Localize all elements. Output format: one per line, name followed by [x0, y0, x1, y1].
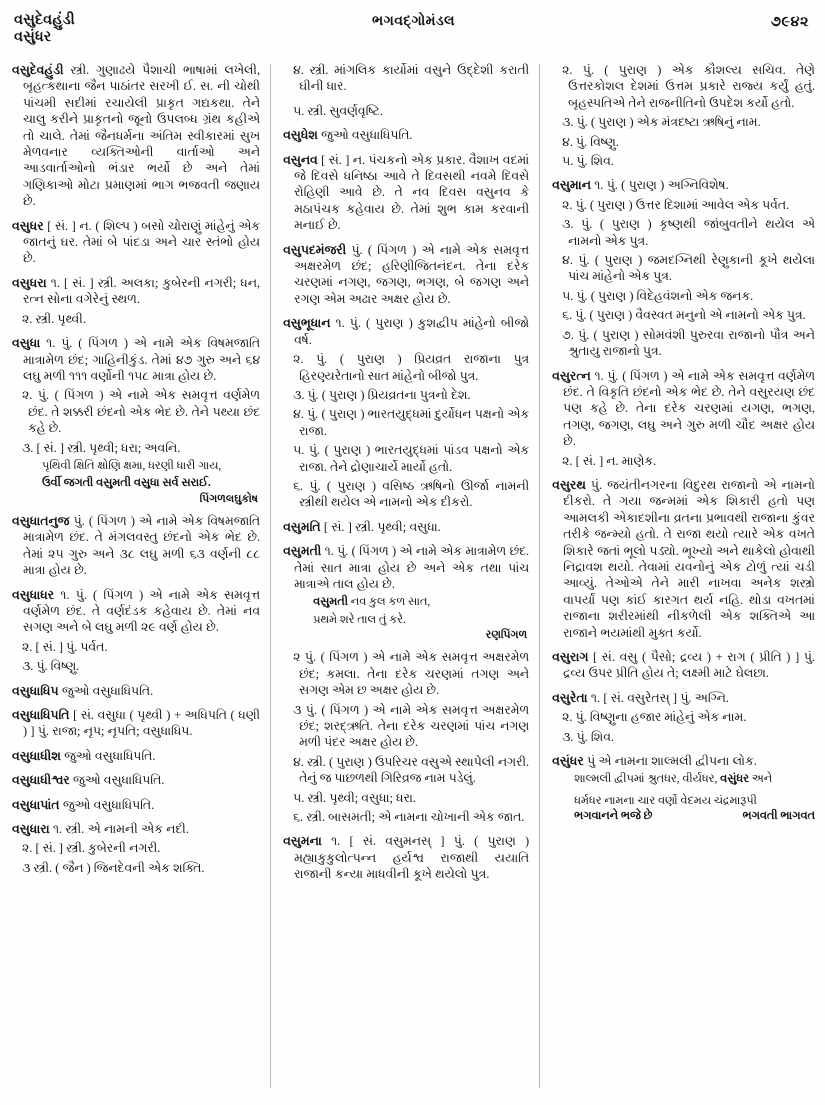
- definition-text: પું એ નામના શાલ્મલી દ્વીપના લોક.: [583, 754, 757, 769]
- page-number: ૭૯૪૨: [770, 14, 809, 30]
- sense-item: ૭. પું. ( પુરાણ ) સોમવંશી પુરુરવા રાજાનો પૌત્ર અને શ્રુતાયુ રાજાનો પુત્ર.: [562, 327, 815, 359]
- sense-item: ૨. [ સં. ] ન. માણેક.: [562, 453, 657, 468]
- headword: વસુધાધર: [12, 587, 55, 602]
- sense-item: ૨. સ્ત્રી. પૃથ્વી.: [22, 311, 86, 326]
- sense-item: ૪. સ્ત્રી. માંગલિક કાર્યોમાં વસુને ઉદ્દેશી કરાતી ઘીની ધાર.: [293, 63, 530, 94]
- verse-line: પ્રથમે શરે તાલ તું કરે.: [313, 613, 406, 626]
- sense-item: ૪. સ્ત્રી. ( પુરાણ ) ઉપરિચર વસુએ સ્થાપેલી નગરી. તેનું જ પાછળથી ગિરિવ્રજ નામ પડેલું.: [293, 754, 530, 786]
- sense-item: ૬. સ્ત્રી. બાસમતી; એ નામના ચોખાની એક જાત.: [293, 810, 525, 825]
- quotation-source-row: [552, 810, 815, 823]
- cross-reference: જુઓ વસુધાધિપતિ.: [60, 748, 156, 763]
- verse-attribution: રણપિંગળ: [485, 629, 528, 642]
- verse-line: [283, 595, 529, 611]
- definition-text: ૧. સ્ત્રી. એ નામની એક નદી.: [49, 822, 189, 837]
- sense-item: ૨. [ સં. ] પું. પર્વત.: [22, 639, 108, 654]
- sense-item: ૨ પું. ( પિંગળ ) એ નામે એક સમવૃત્ત અક્ષરમેળ છંદ; કમલા. તેના દરેક ચરણમાં તગણ અને સગણ એમ છ અક્ષર હોય છે.: [293, 650, 530, 698]
- dictionary-entry: [12, 587, 260, 636]
- columns-container: [12, 62, 815, 1098]
- definition-text: [ સં. વસુધા ( પૃથ્વી ) + અધિપતિ ( ધણી ) ] પું. રાજા; નૃપ; નૃપતિ; વસુધાધિપ.: [23, 708, 261, 739]
- column-2: [271, 62, 539, 1098]
- definition-text: ૧. [ સં. ] સ્ત્રી. અલકા; કુબેરની નગરી; ધન, રત્ન સોના વગેરેનું સ્થળ.: [23, 275, 261, 307]
- definition-text: ૧. પું. ( પુરાણ ) અગ્નિવિશેષ.: [590, 178, 729, 193]
- sense-item: ૩. [ સં. ] સ્ત્રી. પૃથ્વી; ધરા; અવનિ.: [22, 440, 181, 455]
- definition-text: [ સં. ] ન. ( શિલ્પ ) બસો ચોરાણું માંહેનું એક જાતનું ઘર. તેમાં બે પાંદડા અને ચાર સ્તંભો હોય છે.: [23, 218, 261, 266]
- sense-item: ૨. પું. ( પુરાણ ) એક કૌશલ્ય સચિવ. તેણે ઉત્તરકોશલ દેશમાં ઉત્તમ પ્રકારે રાજ્ય કર્યું હતું. બૃહસ્પતિએ તેને રાજનીતિનો ઉપદેશ કર્યો હતો.: [562, 63, 815, 110]
- verse-text: પૃથિવી ક્ષિતિ ક્ષોણિ ક્ષમા, ધરણી ધારી ગાય,: [42, 459, 222, 472]
- dictionary-entry: [12, 707, 260, 740]
- headword: વસુધાપાંત: [12, 797, 60, 812]
- headword: વસુમતી: [283, 544, 322, 559]
- column-3: [540, 62, 815, 1098]
- headword: વસુદેવહુંડી: [12, 63, 64, 77]
- quote-part: શાલ્મલી દ્વીપમાં શ્રુતધર, વીર્યધર,: [574, 773, 721, 786]
- dictionary-entry: [552, 753, 815, 769]
- dictionary-entry: [12, 218, 260, 267]
- dictionary-entry: [283, 315, 529, 348]
- verse-keyword: વસુધા સર્વ સરાઈ.: [133, 477, 211, 490]
- dictionary-entry: [12, 62, 260, 210]
- headword: વસુપદમંજરી: [283, 242, 347, 257]
- headword: વસુરાગ: [552, 650, 589, 664]
- dictionary-entry: [283, 242, 529, 308]
- definition-text: ૧. પું. ( પિંગળ ) એ નામે એક માત્રામેળ છંદ. તેમાં સાત માત્રા હોય છે અને એક તથા પાંચ માત્રાએ તાલ હોય છે.: [294, 544, 530, 591]
- headword: વસુધેશ: [283, 128, 318, 143]
- definition-text: સ્ત્રી. ગુણાઢયે પૈશાચી ભાષામાં લખેલી, બૃહત્કથાના જૈન પાઠાંતર સરખી ઈ. સ. ની ચોથી પાંચમી સદીમાં રચાયેલી પ્રાકૃત ગદ્યકથા. તેને ચાલુ કરીને પ્રાકૃતનો જૂનો ઉપલબ્ધ ગ્રંથ કહીએ તો ચાલે. તેમાં જૈનધર્મના અંતિમ સ્વીકારમાં સુખ મેળવનાર વ્યક્તિઓની વાર્તાઓ અને આડવાર્તાઓનો ભંડાર ભર્યો છે અને તેમાં ગણિકાઓ મોટા પ્રમાણમાં ભાગ ભજવતી જણાય છે.: [23, 63, 261, 209]
- sense-item: ૪. પું. ( પુરાણ ) ભારતયુદ્ધમાં દુર્યોધન પક્ષનો એક રાજા.: [293, 407, 530, 438]
- verse-text: નવ કુલ કળ સાત,: [347, 596, 431, 609]
- definition-text: ૧. પું. ( પિંગળ ) એ નામે એક વિષમજાતિ માત્રામેળ છંદ; ગાહિનીકુંડ. તેમાં ૪૭ ગુરુ અને ૬૪ લઘુ મળી ૧૧૧ વર્ણોની ૧૫૮ માત્રા હોય છે.: [23, 336, 261, 383]
- definition-text: [ સં. વસુ ( પૈસો; દ્રવ્ય ) + રાગ ( પ્રીતિ ) ] પું. દ્રવ્ય ઉપર પ્રીતિ હોય તે; લક્ષ્મી માટે ઘેલછા.: [563, 650, 815, 681]
- headword: વસુરથ: [552, 477, 586, 492]
- sense-item: ૩. પું. વિષ્ણુ.: [22, 659, 80, 674]
- quote-keyword: વસુંધર: [720, 773, 749, 786]
- definition-text: પું. જયંતીનગરના વિદુરથ રાજાનો એ નામનો દીકરો. તે ગયા જન્મમાં એક શિકારી હતો પણ આમલકી એકાદશીના વ્રતના પ્રભાવથી રાજાના કુંવર તરીકે જન્મ્યો હતો. તે રાજા થયો ત્યારે એક વખતે શિકારે જતાં ભૂલો પડ્યો. ભૂખ્યો અને થાકેલો હોવાથી નિદ્રાવશ થયો. તેવામાં યવનોનું એક ટોળું ત્યાં ચડી આવ્યું. તેઓએ તેને મારી નાખવા અનેક શસ્ત્રો વાપર્યાં પણ કાંઈ કારગત થર્ય નહિ. થોડા વખતમાં રાજાના શરીરમાંથી નીકળેલી એક શક્તિએ આ રાજાને ભયમાંથી મુક્ત કર્યો.: [563, 477, 815, 640]
- verse-keyword: વસુમતી: [313, 596, 348, 609]
- sense-item: ૩. પું. ( પુરાણ ) કૃષ્ણથી જાંબુવતીને થયેલ એ નામનો એક પુત્ર.: [562, 217, 815, 248]
- headword: વસુમાન: [552, 178, 591, 193]
- dictionary-entry: [12, 772, 260, 788]
- definition-text: ૧. પું. ( પિંગળ ) એ નામે એક સમવૃત્ત વર્ણમેળ છંદ. તે વર્ણદંડક કહેવાય છે. તેમાં નવ સગણ અને બે લઘુ મળી ૨૯ વર્ણ હોય છે.: [23, 587, 261, 635]
- definition-text: ૧. પું. ( પુરાણ ) કુશદ્વીપ માંહેનો બીજો વર્ષ.: [294, 316, 530, 347]
- running-head-left-line2: વસુંધર: [14, 29, 52, 45]
- sense-item: ૬. પું. ( પુરાણ ) વસિષ્ઠ ઋષિનો ઊર્જા નામની સ્ત્રીથી થયેલ એ નામનો એક દીકરો.: [293, 478, 530, 510]
- sense-item: ૩. પું. શિવ.: [562, 729, 615, 744]
- sense-item: ૬. પું. ( પુરાણ ) વૈવસ્વત મનુનો એ નામનો એક પુત્ર.: [562, 308, 806, 323]
- dictionary-entry: [283, 543, 529, 592]
- dictionary-entry: [552, 690, 815, 706]
- sense-item: ૫. પું. શિવ.: [562, 154, 614, 169]
- sense-item: ૩. પું. ( પુરાણ ) પ્રિયવ્રતના પુત્રનો દેશ.: [293, 387, 471, 402]
- column-1: [12, 62, 270, 1098]
- sense-item: ૨. [ સં. ] સ્ત્રી. કુબેરની નગરી.: [22, 841, 161, 856]
- headword: વસુમતિ: [283, 519, 321, 534]
- sense-item: ૨. પું. ( પુરાણ ) પ્રિયવ્રત રાજાના પુત્ર હિરણ્યરેતાનો સાત માંહેનો બીજો પુત્ર.: [293, 352, 530, 383]
- sense-item: ૫. પું. ( પુરાણ ) વિદેહવંશનો એક જનક.: [562, 288, 754, 303]
- cross-reference: જુઓ વસુધાધિપતિ.: [59, 797, 155, 812]
- dictionary-entry: [12, 335, 260, 384]
- running-head-title: ભગવદ્ગોમંડલ: [371, 14, 456, 29]
- sense-item: ૫. સ્ત્રી. પૃથ્વી; વસુધા; ધરા.: [293, 790, 417, 805]
- sense-item: ૪. પું. વિષ્ણુ.: [562, 134, 619, 149]
- headword: વસુંધર: [552, 754, 584, 769]
- verse-line: [12, 459, 260, 475]
- dictionary-entry: [283, 519, 529, 535]
- headword: વસુધા: [12, 336, 41, 351]
- headword: વસુરેતા: [552, 690, 588, 705]
- headword: વસુધરા: [12, 275, 47, 290]
- headword: વસુધાધીશ: [12, 748, 61, 763]
- dictionary-entry: [552, 477, 815, 641]
- dictionary-entry: [283, 833, 529, 882]
- sense-item: ૪. પું. ( પુરાણ ) જમદગ્નિથી રેણુકાની કૂખે થયેલા પાંચ માંહેનો એક પુત્ર.: [562, 253, 815, 284]
- sense-item: ૨. પું. ( પુરાણ ) ઉત્તર દિશામાં આવેલ એક પર્વત.: [562, 197, 790, 212]
- dictionary-entry: [12, 821, 260, 837]
- definition-text: [ સં. ] ન. પંચકનો એક પ્રકાર. વૈશાખ વદમાં જે દિવસે ધનિષ્ઠા આવે તે દિવસથી નવમે દિવસે રોહિણી આવે છે. તે નવ દિવસ વસુનવ કે મઠાપંચક કહેવાય છે. તેમાં શુભ કામ કરવાની મનાઈ છે.: [294, 152, 530, 233]
- dictionary-entry: [552, 649, 815, 682]
- quote-part: અને: [748, 773, 773, 786]
- quotation-text: ધર્મધર નામના ચાર વર્ણો વેદમય ચંદ્રમારૂપી: [574, 795, 757, 808]
- headword: વસુભૂધાન: [283, 316, 331, 331]
- running-head-left-line1: વસુદેવહુંડી: [14, 12, 75, 28]
- verse-line: [12, 476, 260, 492]
- definition-text: ૧. [ સં. વસુમનસ્ ] પું. ( પુરાણ ) મહ્યાકુકુલોત્પન્ન હર્યશ્વ રાજાથી યયાતિ રાજાની કન્યા માધવીની કૂખે થયેલો પુત્ર.: [294, 834, 530, 882]
- dictionary-entry: [12, 797, 260, 813]
- sense-item: ૩ પું. ( પિંગળ ) એ નામે એક સમવૃત્ત અક્ષરમેળ છંદ; શરદ્ઋતિ. તેના દરેક ચરણમાં પાંચ નગણ મળી પંદર અક્ષર હોય છે.: [293, 702, 530, 750]
- headword: વસુધર: [12, 218, 44, 233]
- headword: વસુધાધીશ્વર: [12, 773, 70, 788]
- dictionary-entry: [12, 748, 260, 764]
- headword: વસુનવ: [283, 152, 318, 167]
- dictionary-entry: [283, 127, 529, 143]
- sense-item: ૨. પું. વિષ્ણુના હજાર માંહેનું એક નામ.: [562, 710, 747, 725]
- dictionary-entry: [12, 513, 260, 579]
- headword: વસુધાધિપ: [12, 683, 59, 698]
- verse-text: ઉર્વી જગતી વસુમતી: [42, 477, 134, 490]
- sense-item: ૨. પું. ( પિંગળ ) એ નામે એક સમવૃત્ત વર્ણમેળ છંદ. તે શક્કરી છંદનો એક ભેદ છે. તેને પથ્યા છંદ કહે છે.: [22, 388, 261, 436]
- quotation-text: [552, 772, 815, 788]
- quotation-source: ભગવતી ભાગવત: [742, 810, 815, 823]
- definition-text: ૧. [ સં. વસુરેતસ્ ] પું. અગ્નિ.: [587, 690, 729, 705]
- dictionary-entry: [12, 683, 260, 699]
- headword: વસુધાતનુજ: [12, 513, 70, 528]
- dictionary-entry: [283, 152, 529, 234]
- headword: વસુધાધિપતિ: [12, 708, 70, 722]
- sense-item: ૫. પું. ( પુરાણ ) ભારતયુદ્ધમાં પાંડવ પક્ષનો એક રાજા. તેને દ્રોણાચાર્યે માર્યો હતો.: [293, 443, 530, 474]
- verse-attribution: પિંગળલઘુકોષ: [199, 492, 259, 505]
- sense-item: ૩ સ્ત્રી. ( જૈન ) જિનદેવની એક શક્તિ.: [22, 860, 205, 875]
- running-head: [12, 12, 815, 60]
- headword: વસુમના: [283, 834, 322, 849]
- sense-item: ૫. સ્ત્રી. સુવર્ણવૃષ્ટિ.: [293, 103, 383, 118]
- dictionary-entry: [12, 275, 260, 308]
- dictionary-entry: [552, 368, 815, 450]
- headword: વસુરત્ન: [552, 368, 591, 383]
- cross-reference: જુઓ વસુધાધિપતિ.: [317, 128, 413, 143]
- cross-reference: જુઓ વસુધાધિપતિ.: [69, 773, 165, 788]
- definition-text: [ સં. ] સ્ત્રી. પૃથ્વી; વસુધા.: [320, 519, 441, 534]
- dictionary-entry: [552, 177, 815, 193]
- cross-reference: જુઓ વસુધાધિપતિ.: [58, 683, 154, 698]
- definition-text: પું. ( પિંગળ ) એ નામે એક વિષમજાતિ માત્રામેળ છંદ. તે મંગલવસ્તુ છંદનો એક ભેદ છે. તેમાં ૨૫ ગુરુ અને ૩૮ લઘુ મળી ૬૩ વર્ણની ૮૮ માત્રા હોય છે.: [23, 513, 261, 578]
- definition-text: ૧. પું. ( પિંગળ ) એ નામે એક સમવૃત્ત વર્ણમેળ છંદ. તે વિકૃતિ છંદનો એક ભેદ છે. તેને વસુરયણ છંદ પણ કહે છે. તેના દરેક ચરણમાં યગણ, ભગણ, તગણ, જગણ, લઘુ અને ગુરુ મળી ચૌદ અક્ષર હોય છે.: [563, 368, 815, 449]
- headword: વસુધારા: [12, 822, 50, 837]
- quote-part: ભગવાનને ભજે છે: [574, 810, 653, 823]
- sense-item: ૩. પું. ( પુરાણ ) એક મંત્રદષ્ટા ઋષિનું નામ.: [562, 115, 761, 130]
- definition-text: પું. ( પિંગળ ) એ નામે એક સમવૃત્ત અક્ષરમેળ છંદ; હરિણીજિતનંદન. તેના દરેક ચરણમાં નગણ, જગણ, ભગણ, બે જગણ અને રગણ એમ અઢાર અક્ષર હોય છે.: [294, 242, 530, 306]
